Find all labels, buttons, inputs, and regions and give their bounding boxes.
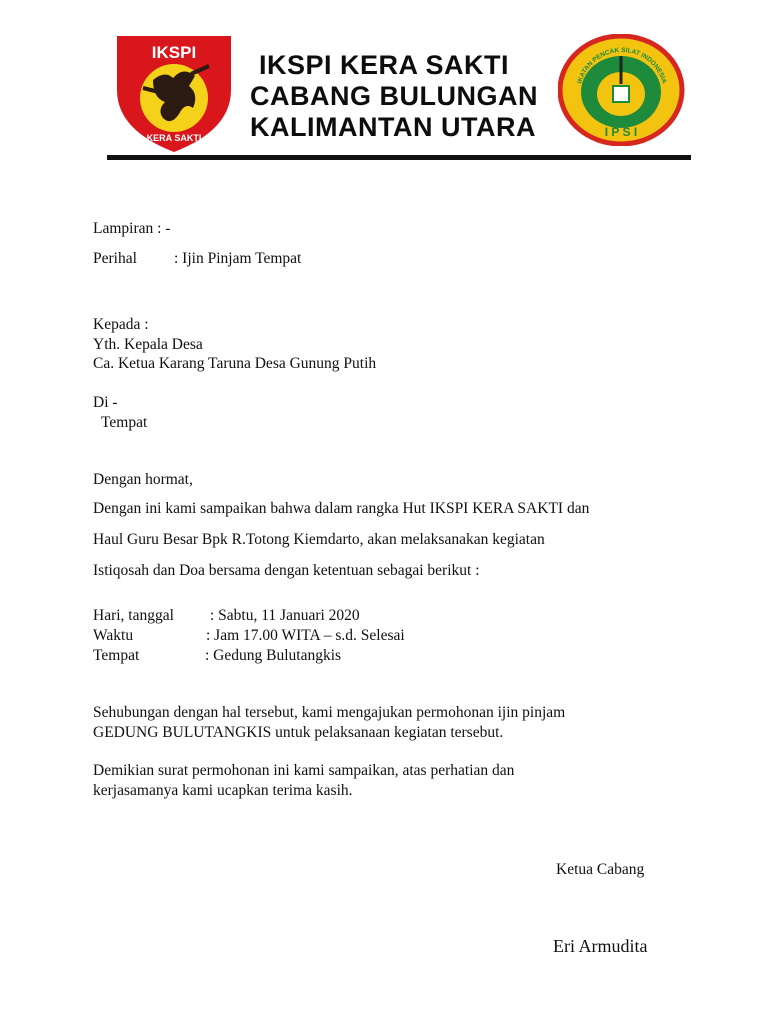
left-logo-bottom-text: KERA SAKTI [146, 133, 202, 143]
header-divider [107, 155, 691, 160]
detail-value-tempat: : Gedung Bulutangkis [205, 647, 342, 664]
perihal-label: Perihal [93, 250, 137, 267]
ipsi-ring-text: IKATAN PENCAK SILAT INDONESIA [576, 46, 668, 85]
paragraph1-line2: Haul Guru Besar Bpk R.Totong Kiemdarto, akan melaksanakan kegiatan [93, 531, 545, 548]
paragraph2-line2: GEDUNG BULUTANGKIS untuk pelaksanaan kegiatan tersebut. [93, 724, 504, 741]
org-name-line1: IKSPI KERA SAKTI [259, 50, 510, 80]
ipsi-emblem-icon [558, 34, 685, 146]
salutation: Dengan hormat, [93, 471, 193, 488]
detail-value-waktu: : Jam 17.00 WITA – s.d. Selesai [206, 627, 405, 644]
lampiran-line: Lampiran : - [93, 220, 171, 237]
paragraph3-line2: kerjasamanya kami ucapkan terima kasih. [93, 782, 353, 799]
recipient-line1: Yth. Kepala Desa [93, 336, 203, 353]
recipient-line2: Ca. Ketua Karang Taruna Desa Gunung Putih [93, 355, 377, 372]
kera-sakti-emblem-icon [113, 30, 235, 154]
org-name-line2: CABANG BULUNGAN [250, 81, 538, 111]
tempat-label: Tempat [101, 414, 148, 431]
signature-title: Ketua Cabang [556, 861, 645, 878]
paragraph1-line1: Dengan ini kami sampaikan bahwa dalam rangka Hut IKSPI KERA SAKTI dan [93, 500, 590, 517]
perihal-value: : Ijin Pinjam Tempat [174, 250, 302, 267]
left-logo-top-text: IKSPI [151, 43, 197, 62]
org-name-line3: KALIMANTAN UTARA [250, 112, 536, 142]
detail-label-tempat: Tempat [93, 647, 140, 664]
detail-label-waktu: Waktu [93, 627, 134, 644]
detail-value-hari: : Sabtu, 11 Januari 2020 [210, 607, 360, 624]
paragraph3-line1: Demikian surat permohonan ini kami sampaikan, atas perhatian dan [93, 762, 515, 779]
kepada-label: Kepada : [93, 316, 149, 333]
di-label: Di - [93, 394, 118, 411]
ipsi-bottom-text: I P S I [604, 125, 638, 139]
signature-name: Eri Armudita [553, 936, 648, 956]
paragraph2-line1: Sehubungan dengan hal tersebut, kami mengajukan permohonan ijin pinjam [93, 704, 566, 721]
detail-label-hari: Hari, tanggal [93, 607, 174, 624]
paragraph1-line3: Istiqosah dan Doa bersama dengan ketentuan sebagai berikut : [93, 562, 480, 579]
